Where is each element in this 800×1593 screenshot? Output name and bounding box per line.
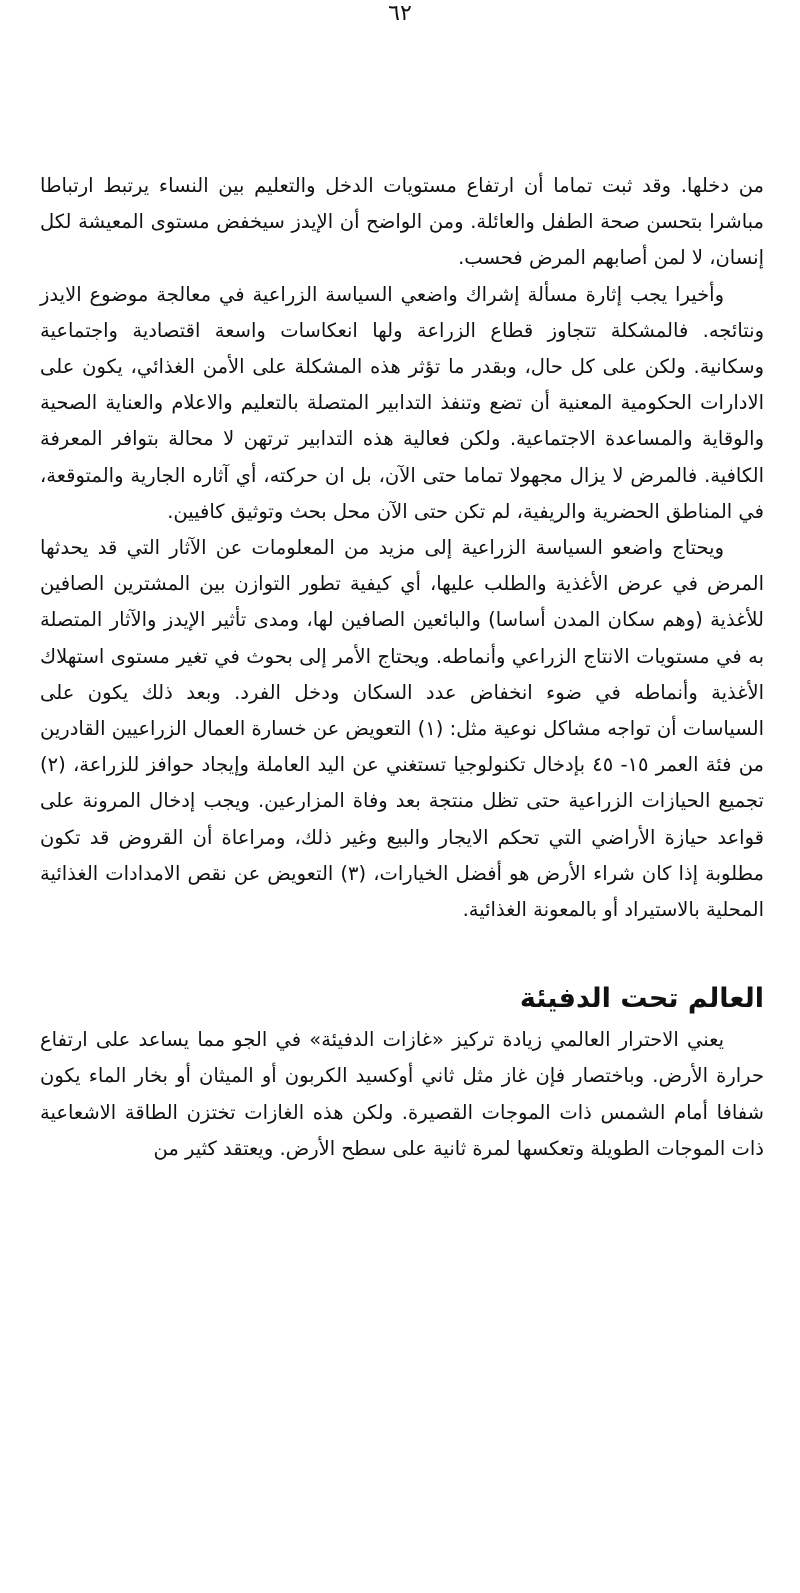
section-heading: العالم تحت الدفيئة bbox=[519, 983, 764, 1015]
section-paragraph-global-warming: يعني الاحترار العالمي زيادة تركيز «غازات الدفيئة» في الجو مما يساعد على ارتفاع حرارة الأرض. وباختصار فإن غاز مثل ثاني أوكسيد الكربون أو الميثان أو بخار الماء يكون شفافا أمام الشمس ذات الموجات القصيرة. ولكن هذه الغازات تختزن الطاقة الاشعاعية ذات الموجات الطويلة وتعكسها لمرة ثانية على سطح الأرض. ويعتقد كثير من bbox=[40, 1028, 764, 1160]
page-content bbox=[40, 168, 764, 1167]
body-paragraph-agricultural-policy: وأخيرا يجب إثارة مسألة إشراك واضعي السياسة الزراعية في معالجة موضوع الايدز ونتائجه. فالمشكلة تتجاوز قطاع الزراعة ولها انعكاسات واسعة اقتصادية واجتماعية وسكانية. ولكن على كل حال، وبقدر ما تؤثر هذه المشكلة على الأمن الغذائي، يكون على الادارات الحكومية المعنية أن تضع وتنفذ التدابير المتصلة بالتعليم والاعلام والعناية الصحية والوقاية والمساعدة الاجتماعية. ولكن فعالية هذه التدابير ترتهن لا محالة بتوافر المعرفة الكافية. فالمرض لا يزال مجهولا تماما حتى الآن، بل ان حركته، أي آثاره الجارية والمتوقعة، في المناطق الحضرية والريفية، لم تكن حتى الآن محل بحث وتوثيق كافيين. bbox=[40, 282, 764, 523]
page-number: ٦٢ bbox=[388, 1, 412, 26]
body-paragraph-information-needs: ويحتاج واضعو السياسة الزراعية إلى مزيد من المعلومات عن الآثار التي قد يحدثها المرض في عرض الأغذية والطلب عليها، أي كيفية تطور التوازن بين المشترين الصافين للأغذية (وهم سكان المدن أساسا) والبائعين الصافين لها، ومدى تأثير الإيدز والآثار المتصلة به في مستويات الانتاج الزراعي وأنماطه. ويحتاج الأمر إلى بحوث في تغير مستوى استهلاك الأغذية وأنماطه في ضوء انخفاض عدد السكان ودخل الفرد. وبعد ذلك يكون على السياسات أن تواجه مشاكل نوعية مثل: (١) التعويض عن خسارة العمال الزراعيين القادرين من فئة العمر ١٥- ٤٥ بإدخال تكنولوجيا تستغني عن اليد العاملة وإيجاد حوافز للزراعة، (٢) تجميع الحيازات الزراعية حتى تظل منتجة بعد وفاة المزارعين. ويجب إدخال المرونة على قواعد حيازة الأراضي التي تحكم الايجار والبيع وغير ذلك، ومراعاة أن القروض قد تكون مطلوبة إذا كان شراء الأرض هو أفضل الخيارات، (٣) التعويض عن نقص الامدادات الغذائية المحلية بالاستيراد أو بالمعونة الغذائية. bbox=[40, 536, 764, 922]
body-paragraph-continued: من دخلها. وقد ثبت تماما أن ارتفاع مستويات الدخل والتعليم بين النساء يرتبط ارتباطا مباشرا بتحسن صحة الطفل والعائلة. ومن الواضح أن الإيدز سيخفض مستوى المعيشة لكل إنسان، لا لمن أصابهم المرض فحسب. bbox=[40, 174, 764, 270]
